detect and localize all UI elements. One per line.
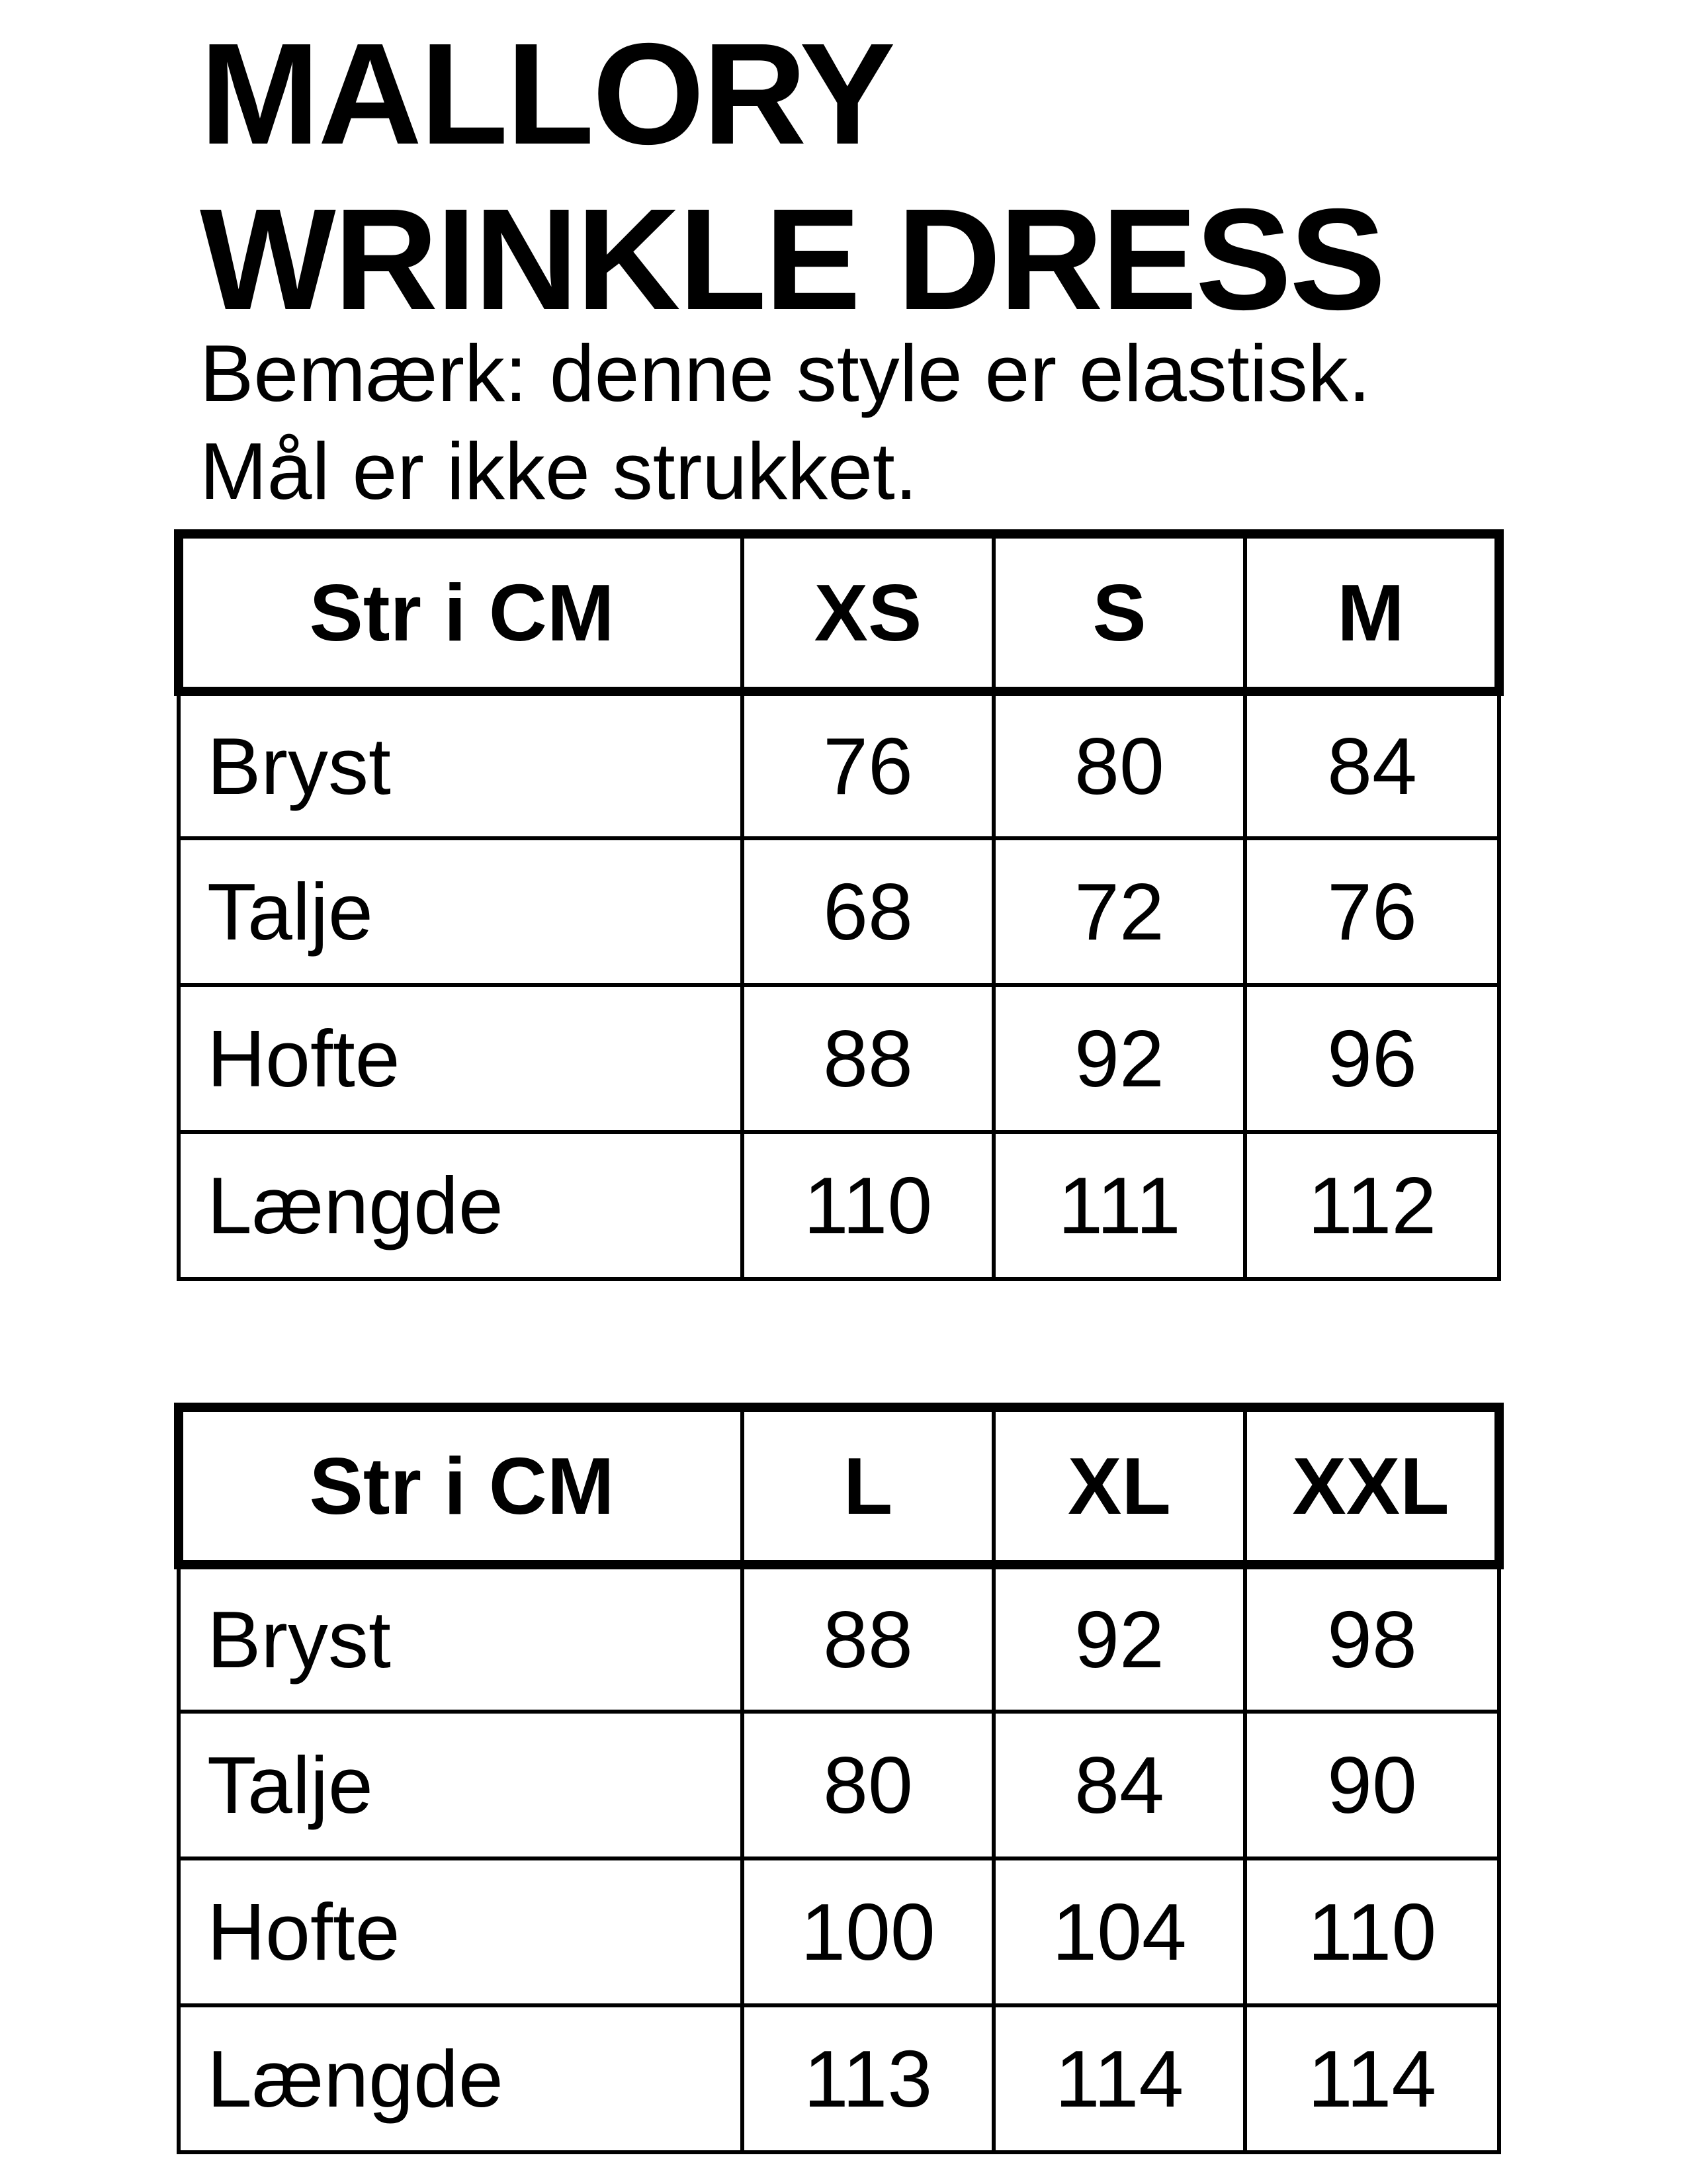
header-cell-size: XXL <box>1245 1407 1499 1565</box>
measurement-cell: 112 <box>1245 1132 1499 1279</box>
measurement-cell: 92 <box>994 1565 1245 1712</box>
row-label: Talje <box>179 838 742 985</box>
measurement-cell: 113 <box>742 2005 994 2152</box>
header-cell-size: XS <box>742 534 994 691</box>
measurement-cell: 76 <box>1245 838 1499 985</box>
table-row <box>179 1565 1499 1712</box>
size-table-xs-m <box>174 529 1504 1281</box>
product-title-line-2: WRINKLE DRESS <box>200 179 1384 340</box>
header-cell-size: XL <box>994 1407 1245 1565</box>
table-row <box>179 1858 1499 2005</box>
measurement-cell: 88 <box>742 1565 994 1712</box>
measurement-cell: 90 <box>1245 1712 1499 1858</box>
row-label: Bryst <box>179 691 742 838</box>
table-row <box>179 1712 1499 1858</box>
measurement-cell: 68 <box>742 838 994 985</box>
measurement-cell: 96 <box>1245 985 1499 1132</box>
measurement-cell: 72 <box>994 838 1245 985</box>
measurement-cell: 110 <box>742 1132 994 1279</box>
header-cell-size: M <box>1245 534 1499 691</box>
table-row <box>179 1132 1499 1279</box>
row-label: Bryst <box>179 1565 742 1712</box>
header-cell-size-label: Str i CM <box>179 534 742 691</box>
measurement-cell: 92 <box>994 985 1245 1132</box>
row-label: Hofte <box>179 1858 742 2005</box>
product-title-line-1: MALLORY <box>200 14 894 175</box>
table-header-row <box>179 1407 1499 1565</box>
table-row <box>179 2005 1499 2152</box>
measurement-cell: 114 <box>1245 2005 1499 2152</box>
measurement-cell: 76 <box>742 691 994 838</box>
table-row <box>179 838 1499 985</box>
row-label: Hofte <box>179 985 742 1132</box>
row-label: Talje <box>179 1712 742 1858</box>
elastic-note-line-2: Mål er ikke strukket. <box>200 426 918 516</box>
header-cell-size: L <box>742 1407 994 1565</box>
measurement-cell: 100 <box>742 1858 994 2005</box>
table-header-row <box>179 534 1499 691</box>
elastic-note-line-1: Bemærk: denne style er elastisk. <box>200 328 1371 418</box>
measurement-cell: 80 <box>994 691 1245 838</box>
measurement-cell: 84 <box>994 1712 1245 1858</box>
product-title <box>200 12 1384 343</box>
header-cell-size: S <box>994 534 1245 691</box>
header-cell-size-label: Str i CM <box>179 1407 742 1565</box>
table-row <box>179 985 1499 1132</box>
table-row <box>179 691 1499 838</box>
measurement-cell: 80 <box>742 1712 994 1858</box>
measurement-cell: 114 <box>994 2005 1245 2152</box>
measurement-cell: 88 <box>742 985 994 1132</box>
measurement-cell: 111 <box>994 1132 1245 1279</box>
row-label: Længde <box>179 2005 742 2152</box>
measurement-cell: 98 <box>1245 1565 1499 1712</box>
size-table-l-xxl <box>174 1403 1504 2154</box>
measurement-cell: 84 <box>1245 691 1499 838</box>
measurement-cell: 104 <box>994 1858 1245 2005</box>
elastic-note <box>200 324 1371 520</box>
measurement-cell: 110 <box>1245 1858 1499 2005</box>
row-label: Længde <box>179 1132 742 1279</box>
